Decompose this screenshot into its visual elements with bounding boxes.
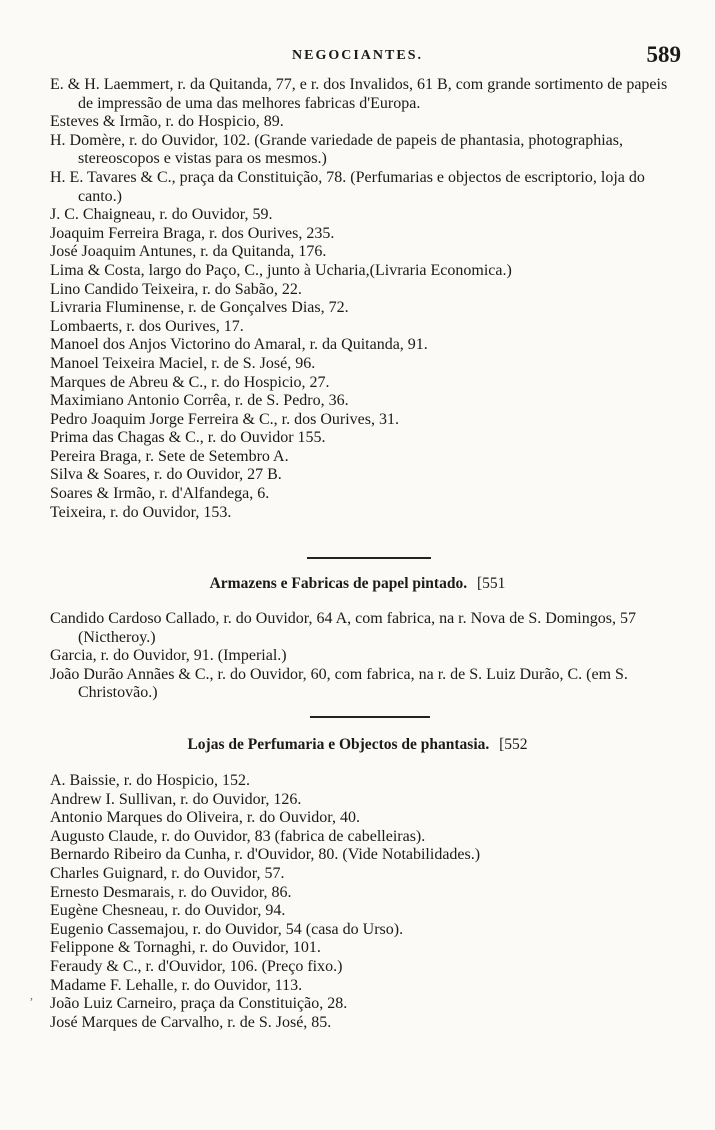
section-heading-wallpaper — [0, 575, 715, 593]
list-item: Prima das Chagas & C., r. do Ouvidor 155. — [50, 429, 326, 447]
list-item: Madame F. Lehalle, r. do Ouvidor, 113. — [50, 976, 303, 994]
perfumery-list — [50, 772, 680, 1032]
list-item: Manoel dos Anjos Victorino do Amaral, r. da Quitanda, 91. — [50, 336, 428, 354]
section-divider — [310, 716, 430, 718]
margin-mark: , — [30, 988, 33, 1002]
section-heading-perfumery — [0, 736, 715, 754]
section-title: Armazens e Fabricas de papel pintado. — [209, 575, 468, 592]
list-item: J. C. Chaigneau, r. do Ouvidor, 59. — [50, 206, 273, 224]
list-item: José Marques de Carvalho, r. de S. José, 85. — [50, 1013, 332, 1031]
list-item: H. Domère, r. do Ouvidor, 102. (Grande variedade de papeis de phantasia, photographias, stereoscopos e vistas para os mesmos.) — [50, 131, 623, 168]
list-item: Lima & Costa, largo do Paço, C., junto à Ucharia,(Livraria Economica.) — [50, 261, 512, 279]
page-header — [0, 40, 715, 70]
list-item: Ernesto Desmarais, r. do Ouvidor, 86. — [50, 883, 292, 901]
list-item: Garcia, r. do Ouvidor, 91. (Imperial.) — [50, 647, 287, 665]
list-item: E. & H. Laemmert, r. da Quitanda, 77, e r. dos Invalidos, 61 B, com grande sortimento de papeis de impressão de uma das melhores fabricas d'Europa. — [50, 76, 668, 112]
list-item: Manoel Teixeira Maciel, r. de S. José, 96. — [50, 354, 316, 372]
list-item: José Joaquim Antunes, r. da Quitanda, 176. — [50, 243, 327, 261]
merchant-list — [50, 76, 680, 522]
list-item: Bernardo Ribeiro da Cunha, r. d'Ouvidor, 80. (Vide Notabilidades.) — [50, 846, 481, 864]
list-item: H. E. Tavares & C., praça da Constituição, 78. (Perfumarias e objectos de escriptorio, loja do canto.) — [50, 168, 645, 205]
list-item: João Durão Annães & C., r. do Ouvidor, 60, com fabrica, na r. de S. Luiz Durão, C. (em S. Christovão.) — [50, 665, 628, 702]
list-item: Antonio Marques do Oliveira, r. do Ouvidor, 40. — [50, 809, 360, 827]
list-item: A. Baissie, r. do Hospicio, 152. — [50, 772, 250, 789]
list-item: Andrew I. Sullivan, r. do Ouvidor, 126. — [50, 790, 302, 808]
list-item: Silva & Soares, r. do Ouvidor, 27 B. — [50, 466, 282, 484]
list-item: Augusto Claude, r. do Ouvidor, 83 (fabrica de cabelleiras). — [50, 827, 426, 845]
list-item: Pedro Joaquim Jorge Ferreira & C., r. dos Ourives, 31. — [50, 410, 399, 428]
list-item: Lombaerts, r. dos Ourives, 17. — [50, 317, 244, 335]
list-item: Livraria Fluminense, r. de Gonçalves Dias, 72. — [50, 299, 349, 317]
list-item: Candido Cardoso Callado, r. do Ouvidor, 64 A, com fabrica, na r. Nova de S. Domingos, 57 (Nictheroy.) — [50, 610, 636, 646]
list-item: Feraudy & C., r. d'Ouvidor, 106. (Preço fixo.) — [50, 957, 343, 975]
list-item: Joaquim Ferreira Braga, r. dos Ourives, 235. — [50, 224, 335, 242]
list-item: Maximiano Antonio Corrêa, r. de S. Pedro, 36. — [50, 392, 349, 410]
list-item: Esteves & Irmão, r. do Hospicio, 89. — [50, 113, 284, 131]
list-item: Marques de Abreu & C., r. do Hospicio, 27. — [50, 373, 330, 391]
list-item: Charles Guignard, r. do Ouvidor, 57. — [50, 864, 285, 882]
page-number: 589 — [646, 42, 681, 67]
list-item: Teixeira, r. do Ouvidor, 153. — [50, 503, 232, 521]
running-head: NEGOCIANTES. — [292, 48, 423, 63]
list-item: Lino Candido Teixeira, r. do Sabão, 22. — [50, 280, 302, 298]
list-item: João Luiz Carneiro, praça da Constituição, 28. — [50, 995, 348, 1013]
section-ref: [551 — [476, 575, 506, 592]
list-item: Soares & Irmão, r. d'Alfandega, 6. — [50, 485, 270, 503]
section-title: Lojas de Perfumaria e Objectos de phantasia. — [187, 736, 490, 753]
section-ref: [552 — [499, 736, 528, 753]
wallpaper-list — [50, 610, 680, 703]
section-divider — [307, 557, 431, 559]
list-item: Pereira Braga, r. Sete de Setembro A. — [50, 447, 289, 465]
list-item: Eugène Chesneau, r. do Ouvidor, 94. — [50, 902, 286, 920]
list-item: Felippone & Tornaghi, r. do Ouvidor, 101. — [50, 939, 321, 957]
list-item: Eugenio Cassemajou, r. do Ouvidor, 54 (casa do Urso). — [50, 920, 404, 938]
